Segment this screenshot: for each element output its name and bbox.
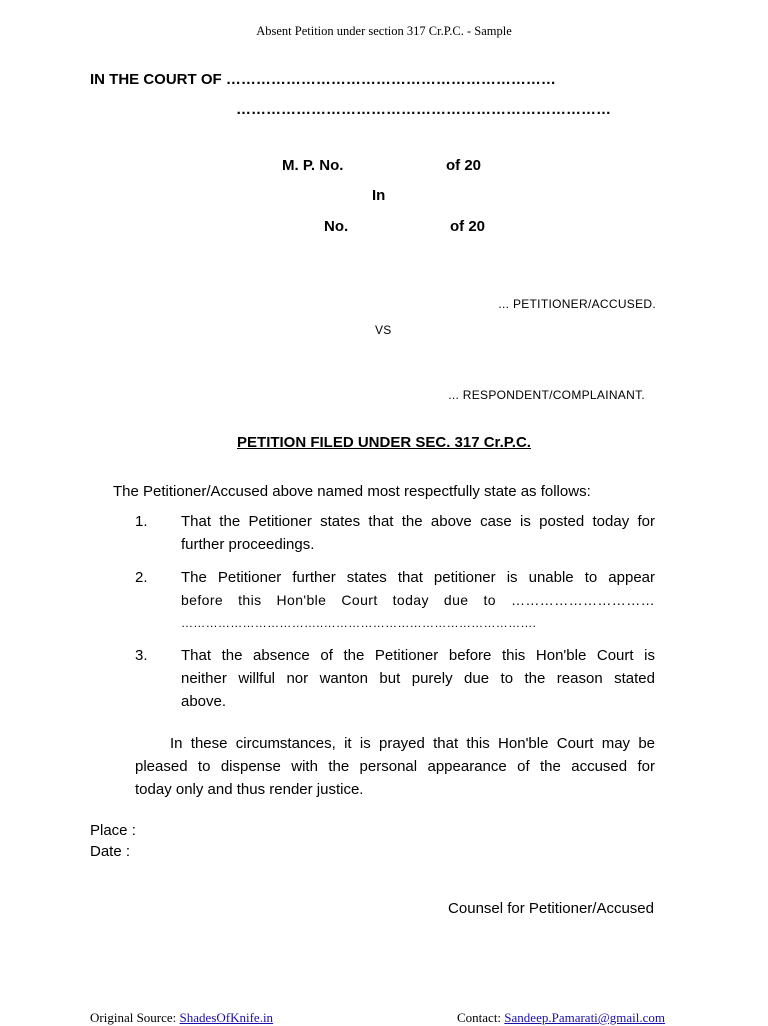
item-line: That the Petitioner states that the above case is posted today for [181, 513, 655, 530]
place-label: Place : [90, 822, 136, 839]
page-header: Absent Petition under section 317 Cr.P.C. - Sample [256, 24, 512, 38]
in-label: In [372, 187, 386, 204]
source-link[interactable]: ShadesOfKnife.in [179, 1010, 274, 1025]
court-line-1: IN THE COURT OF ………………………………………………………… [90, 71, 556, 88]
source-label: Original Source: [90, 1010, 177, 1025]
contact-label: Contact: [457, 1010, 502, 1025]
date-label: Date : [90, 843, 131, 860]
respondent-label: ... RESPONDENT/COMPLAINANT. [448, 388, 645, 402]
counsel-signature: Counsel for Petitioner/Accused [448, 900, 654, 917]
item-line: The Petitioner further states that petitioner is unable to appear [181, 569, 655, 586]
item-line: That the absence of the Petitioner before this Hon'ble Court is [181, 647, 655, 664]
court-line-2: ………………………………………………………………… [236, 101, 611, 118]
item-number: 3. [135, 647, 148, 664]
prayer-line: In these circumstances, it is prayed that this Hon'ble Court may be [170, 735, 655, 752]
prayer-line: pleased to dispense with the personal appearance of the accused for [135, 758, 655, 775]
item-number: 2. [135, 569, 148, 586]
petitioner-label: ... PETITIONER/ACCUSED. [498, 297, 656, 311]
item-line: further proceedings. [181, 536, 315, 553]
petition-title: PETITION FILED UNDER SEC. 317 Cr.P.C. [237, 434, 531, 451]
intro-text: The Petitioner/Accused above named most respectfully state as follows: [113, 483, 591, 500]
case-no-label: No. [324, 218, 349, 235]
item-line: ……………………………..……………………………………………. [181, 616, 537, 630]
contact-email-link[interactable]: Sandeep.Pamarati@gmail.com [504, 1010, 666, 1025]
item-line: before this Hon'ble Court today due to ………………………… [181, 592, 655, 608]
item-number: 1. [135, 513, 148, 530]
item-line: neither willful nor wanton but purely due to the reason stated [181, 670, 655, 687]
mp-of-label: of 20 [446, 157, 482, 174]
case-of-label: of 20 [450, 218, 486, 235]
prayer-line: today only and thus render justice. [135, 781, 364, 798]
mp-no-label: M. P. No. [282, 157, 344, 174]
item-line: above. [181, 693, 227, 710]
vs-label: VS [375, 323, 392, 337]
